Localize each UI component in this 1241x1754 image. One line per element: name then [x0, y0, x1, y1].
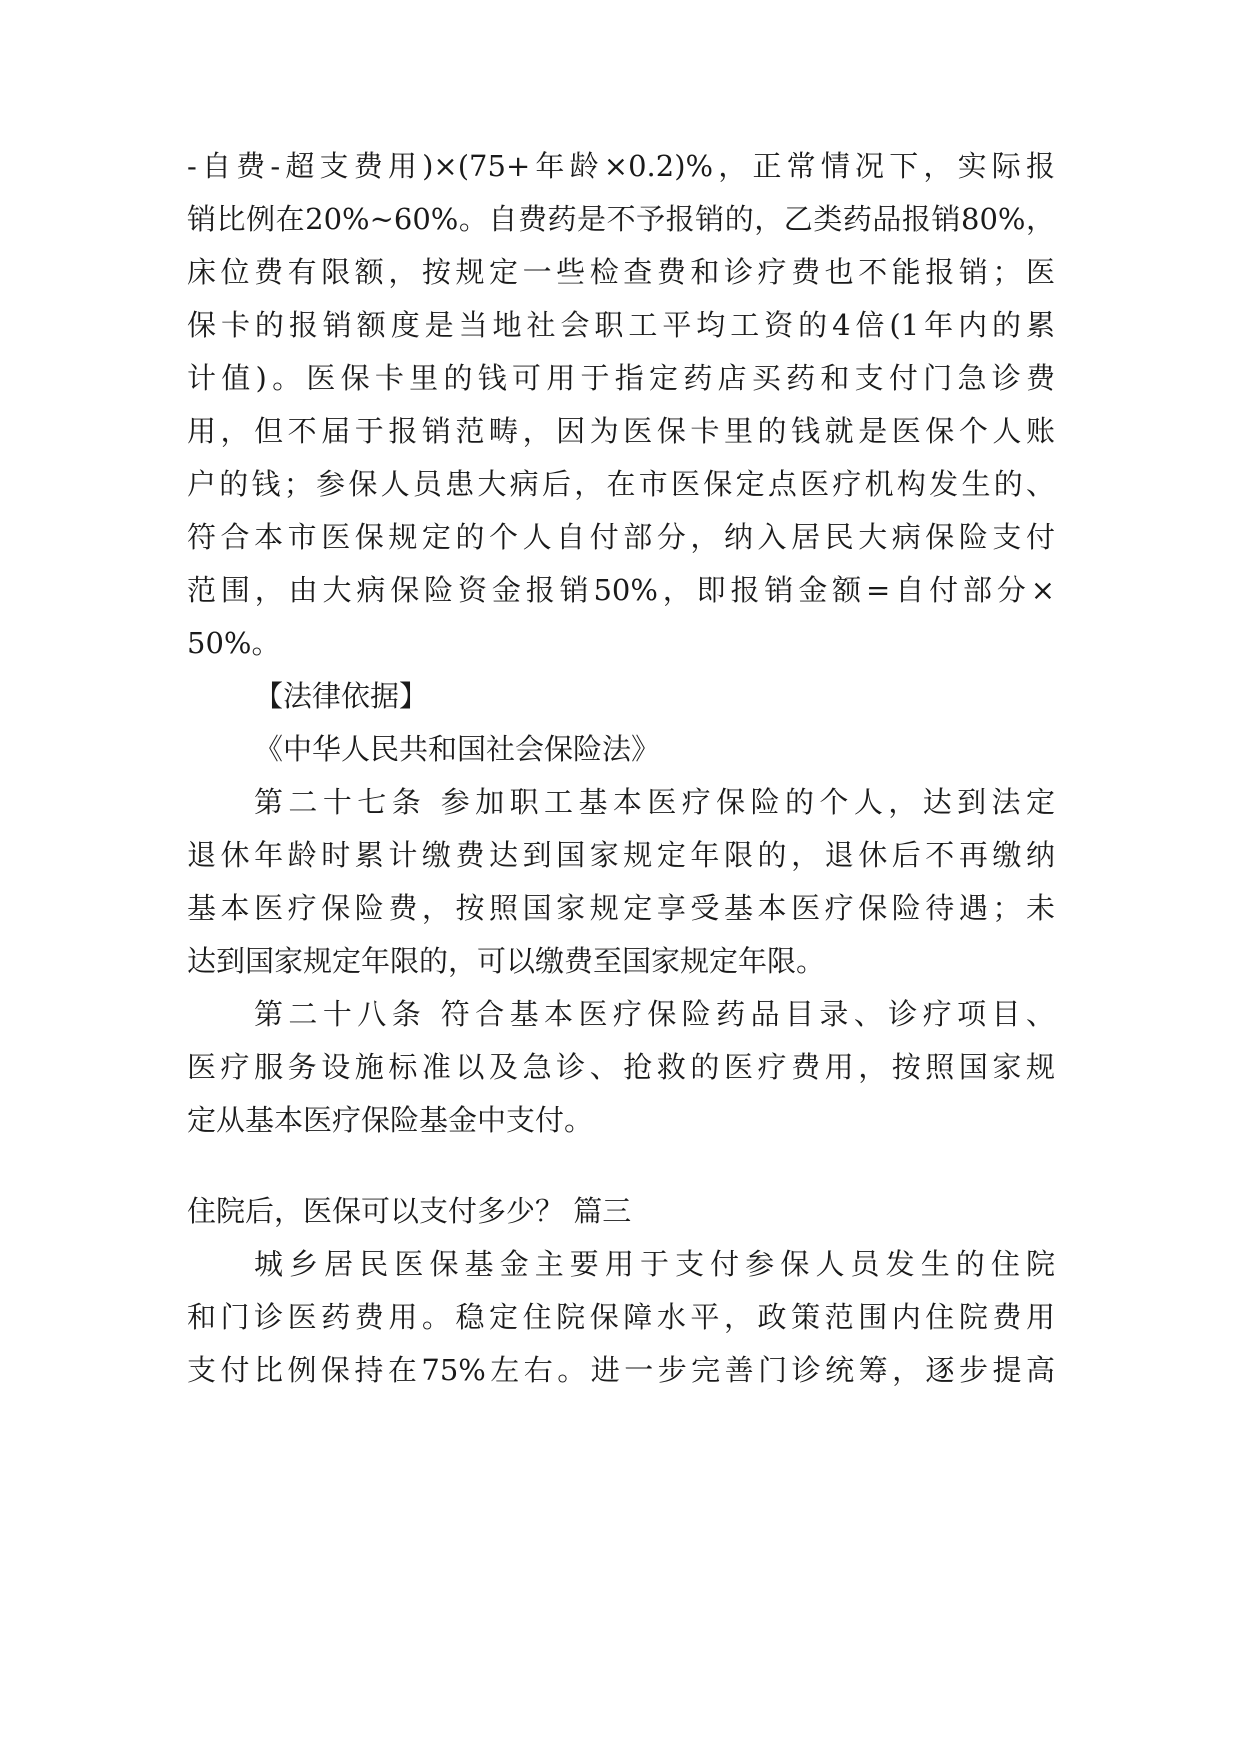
paragraph-1-line-3: 床位费有限额，按规定一些检查费和诊疗费也不能报销；医 — [187, 255, 1055, 289]
article-27-line-4: 达到国家规定年限的，可以缴费至国家规定年限。 — [187, 944, 826, 978]
paragraph-1-line-10: 50%。 — [187, 626, 281, 660]
article-28-line-2: 医疗服务设施标准以及急诊、抢救的医疗费用，按照国家规 — [187, 1050, 1055, 1084]
article-27-line-1: 第二十七条 参加职工基本医疗保险的个人，达到法定 — [254, 785, 1055, 819]
paragraph-1-line-7: 户的钱；参保人员患大病后，在市医保定点医疗机构发生的、 — [187, 467, 1055, 501]
article-28-line-1: 第二十八条 符合基本医疗保险药品目录、诊疗项目、 — [254, 997, 1055, 1031]
paragraph-1-line-8: 符合本市医保规定的个人自付部分，纳入居民大病保险支付 — [187, 520, 1055, 554]
legal-basis-label: 【法律依据】 — [254, 679, 429, 713]
paragraph-1-line-6: 用，但不届于报销范畴，因为医保卡里的钱就是医保个人账 — [187, 414, 1055, 448]
article-27-line-3: 基本医疗保险费，按照国家规定享受基本医疗保险待遇；未 — [187, 891, 1055, 925]
article-28-line-3: 定从基本医疗保险基金中支付。 — [187, 1103, 594, 1137]
paragraph-1-line-9: 范围，由大病保险资金报销50%，即报销金额=自付部分× — [187, 573, 1055, 607]
law-title: 《中华人民共和国社会保险法》 — [254, 732, 661, 766]
article-27-line-2: 退休年龄时累计缴费达到国家规定年限的，退休后不再缴纳 — [187, 838, 1055, 872]
section-heading: 住院后，医保可以支付多少？ 篇三 — [187, 1194, 632, 1228]
paragraph-1-line-1: -自费-超支费用)×(75+年龄×0.2)%，正常情况下，实际报 — [187, 149, 1055, 183]
paragraph-1-line-4: 保卡的报销额度是当地社会职工平均工资的4倍(1年内的累 — [187, 308, 1055, 342]
paragraph-1-line-2: 销比例在20%~60%。自费药是不予报销的，乙类药品报销80%， — [187, 202, 1055, 236]
paragraph-3-line-2: 和门诊医药费用。稳定住院保障水平，政策范围内住院费用 — [187, 1300, 1055, 1334]
paragraph-1-line-5: 计值)。医保卡里的钱可用于指定药店买药和支付门急诊费 — [187, 361, 1055, 395]
paragraph-3-line-1: 城乡居民医保基金主要用于支付参保人员发生的住院 — [254, 1247, 1055, 1281]
paragraph-3-line-3: 支付比例保持在75%左右。进一步完善门诊统筹，逐步提高 — [187, 1353, 1055, 1387]
